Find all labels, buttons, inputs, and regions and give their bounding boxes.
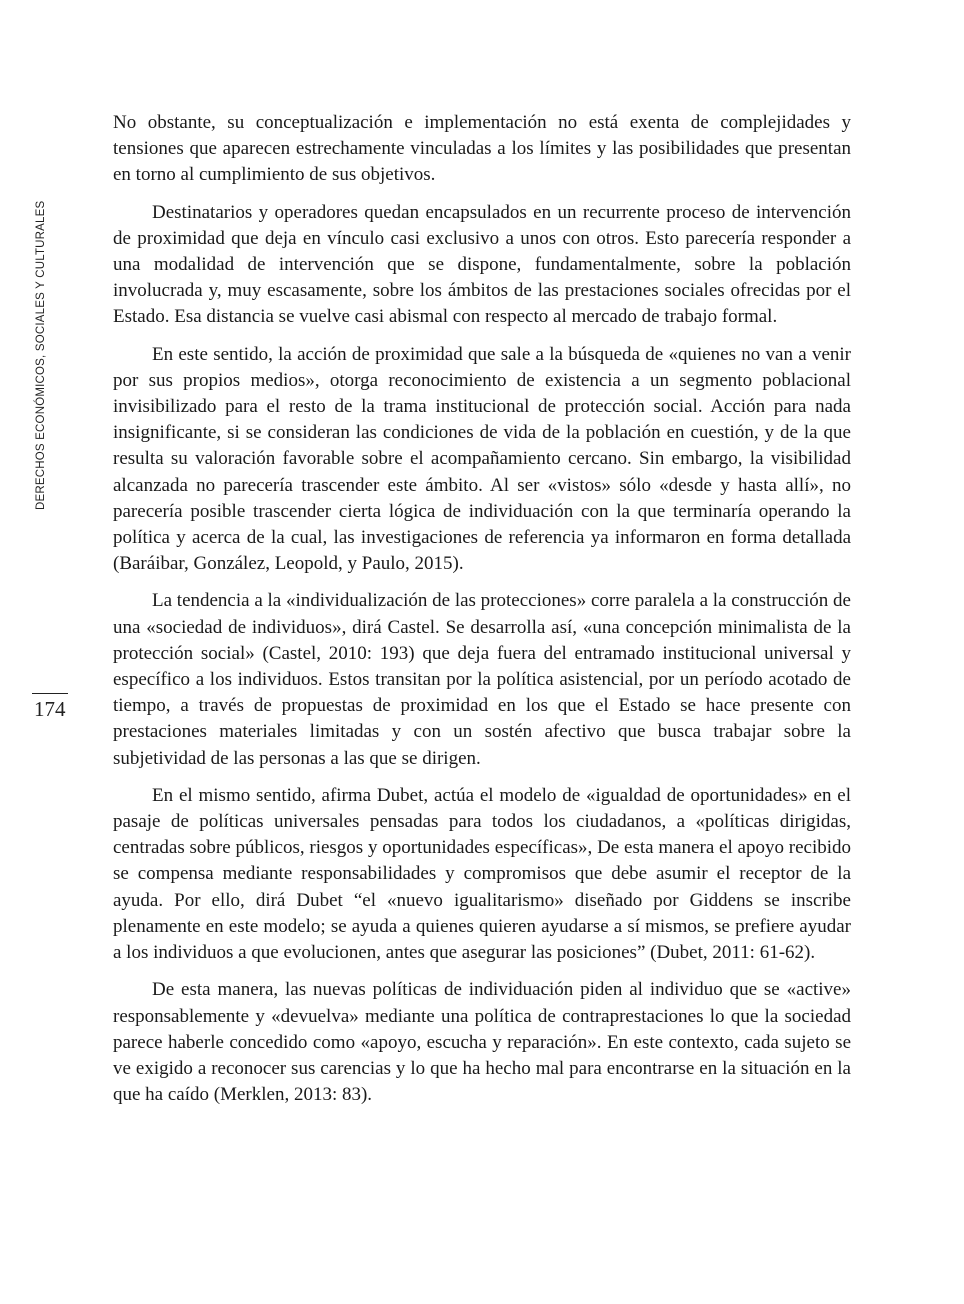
paragraph: Destinatarios y operadores quedan encapsulados en un recurrente proceso de intervención de proximidad que deja en vínculo casi exclusivo a unos con otros. Esto parecería responder a una modalidad de intervención que se dispone, fundamentalmente, sobre la población involucrada y, muy escasamente, sobre los ámbitos de las prestaciones sociales ofrecidas por el Estado. Esa distancia se vuelve casi abismal con respecto al mercado de trabajo formal. <box>113 201 851 328</box>
paragraph: De esta manera, las nuevas políticas de individuación piden al individuo que se «active» responsablemente y «devuelva» mediante una política de contraprestaciones lo que la sociedad parece haberle concedido como «apoyo, escucha y reparación». En este contexto, cada sujeto se ve exigido a reconocer sus carencias y lo que ha hecho mal para encontrarse en la situación en la que ha caído (Merklen, 2013: 83). <box>113 979 851 1106</box>
paragraph: No obstante, su conceptualización e implementación no está exenta de complejidades y tensiones que aparecen estrechamente vinculadas a los límites y las posibilidades que presentan en torno al cumplimiento de sus objetivos. <box>113 112 851 186</box>
paragraph: En el mismo sentido, afirma Dubet, actúa el modelo de «igualdad de oportunidades» en el pasaje de políticas universales pensadas para todos los ciudadanos, a «políticas dirigidas, centradas sobre públicos, riesgos y oportunidades específicas», De esta manera el apoyo recibido se compensa mediante responsabilidades y compromisos que debe asumir el receptor de la ayuda. Por ello, dirá Dubet “el «nuevo igualitarismo» diseñado por Giddens se inscribe plenamente en este modelo; se ayuda a quienes quieren ayudarse a sí mismos, se prefiere ayudar a los individuos a que evolucionen, antes que asegurar las posiciones” (Dubet, 2011: 61-62). <box>113 784 851 964</box>
running-title: DERECHOS ECONÓMICOS, SOCIALES Y CULTURALES <box>35 200 47 510</box>
paragraph: La tendencia a la «individualización de las protecciones» corre paralela a la construcción de una «sociedad de individuos», dirá Castel. Se desarrolla así, «una concepción minimalista de la protección social» (Castel, 2010: 193) que deja fuera del entramado institucional universal y específico a los individuos. Estos transitan por la política asistencial, por un período acotado de tiempo, a través de propuestas de proximidad en los que el Estado se hace presente con prestaciones materiales limitadas y con un sostén afectivo que busca trabajar sobre la subjetividad de las personas a las que se dirigen. <box>113 590 851 769</box>
paragraph: En este sentido, la acción de proximidad que sale a la búsqueda de «quienes no van a venir por sus propios medios», otorga reconocimiento de existencia a un segmento poblacional invisibilizado para el resto de la trama institucional de protección social. Acción para nada insignificante, si se consideran las condiciones de vida de la población en cuestión, y de la que resulta su valoración favorable sobre el acompañamiento cercano. Sin embargo, la visibilidad alcanzada no parecería trascender este ámbito. Al ser «vistos» sólo «desde y hasta allí», no parecería posible trascender cierta lógica de individuación con la que terminaría operando la política y acerca de la cual, las investigaciones de referencia ya informaron en forma detallada (Baráibar, González, Leopold, y Paulo, 2015). <box>113 343 851 575</box>
page-number: 174 <box>34 697 66 721</box>
page-number-rule <box>32 693 68 694</box>
body-text <box>113 110 851 1119</box>
